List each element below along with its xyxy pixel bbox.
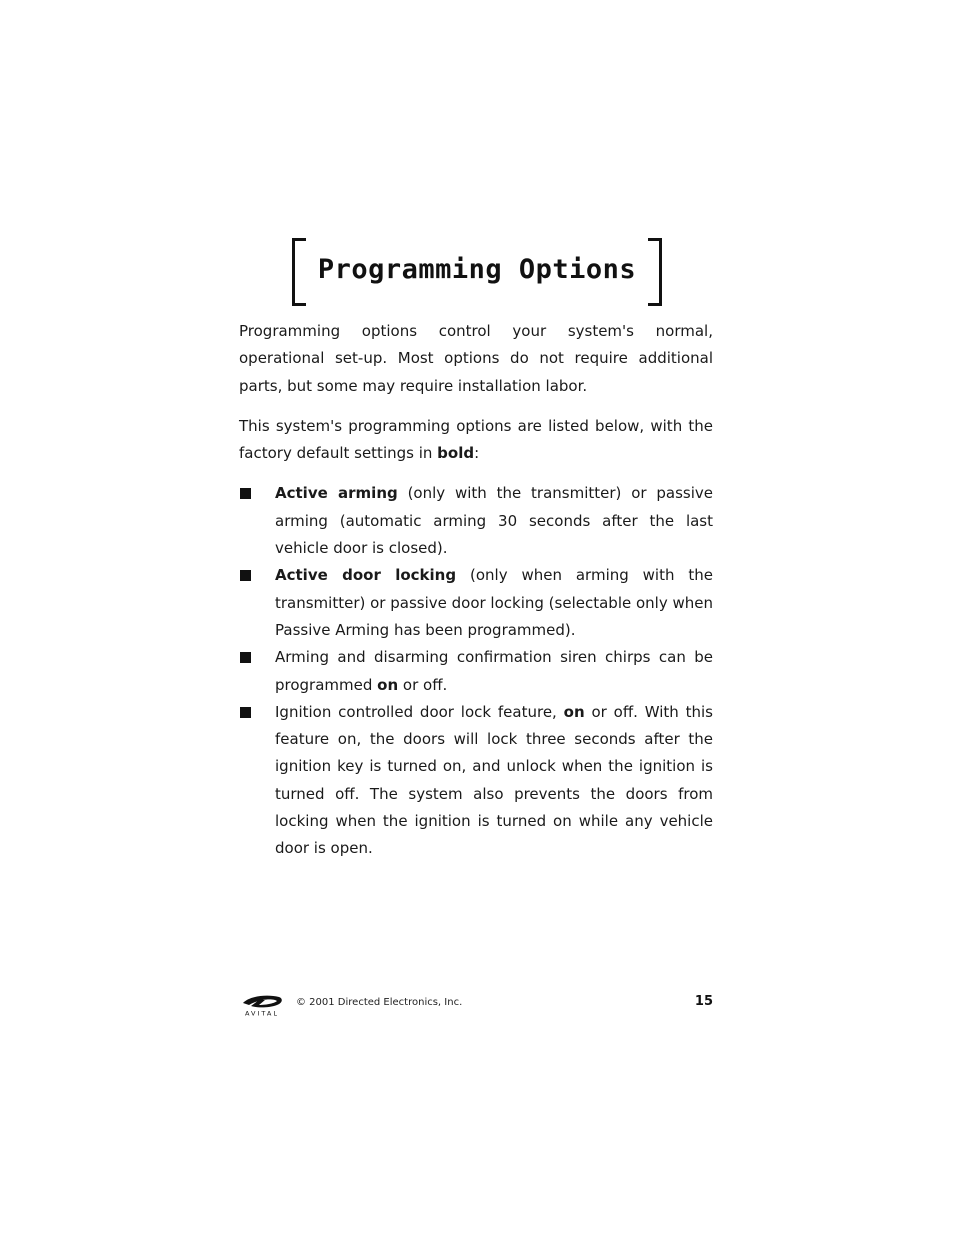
option-text: (only with the transmitter) or passive arming (automatic arming 30 seconds after the last vehicle door is closed).	[275, 484, 713, 558]
option-text: or off.	[398, 675, 448, 694]
svg-text:AVITAL: AVITAL	[245, 1009, 279, 1017]
list-item	[239, 562, 713, 644]
defaults-text: This system's programming options are listed below, with the factory default settings in	[239, 416, 713, 463]
intro-paragraph: Programming options control your system's normal, operational set-up. Most options do not require additional parts, but some may require installation labor.	[239, 322, 713, 395]
list-item	[239, 644, 713, 699]
option-bold: Active door locking	[275, 566, 457, 585]
list-item	[239, 699, 713, 863]
option-pre: Ignition controlled door lock feature,	[275, 702, 564, 721]
bold-word: bold	[437, 444, 475, 463]
colon: :	[474, 444, 480, 463]
option-pre: Arming and disarming confirmation siren chirps can be programmed	[275, 648, 713, 694]
square-bullet-icon	[240, 488, 251, 499]
copyright: © 2001 Directed Electronics, Inc.	[296, 997, 463, 1008]
square-bullet-icon	[240, 707, 251, 718]
option-bold: Active arming	[275, 484, 398, 503]
square-bullet-icon	[240, 570, 251, 581]
option-bold: on	[563, 702, 585, 721]
page-number: 15	[694, 994, 713, 1009]
body-text	[239, 318, 713, 863]
option-text: (only when arming with the transmitter) or passive door locking (selectable only when Passive Arming has been programmed).	[275, 566, 714, 639]
options-list	[239, 480, 713, 862]
list-item	[239, 480, 713, 562]
avital-logo-icon	[239, 993, 285, 1017]
right-bracket	[648, 238, 662, 306]
page-title: Programming Options	[317, 254, 637, 285]
option-bold: on	[377, 675, 399, 694]
defaults-paragraph	[239, 413, 713, 468]
square-bullet-icon	[240, 652, 251, 663]
title-block	[292, 238, 662, 306]
option-text: or off. With this feature on, the doors will lock three seconds after the ignition key is turned on, and unlock when the ignition is turned off. The system also prevents the doors from locking when the ignition is turned on while any vehicle door is open.	[275, 702, 714, 858]
